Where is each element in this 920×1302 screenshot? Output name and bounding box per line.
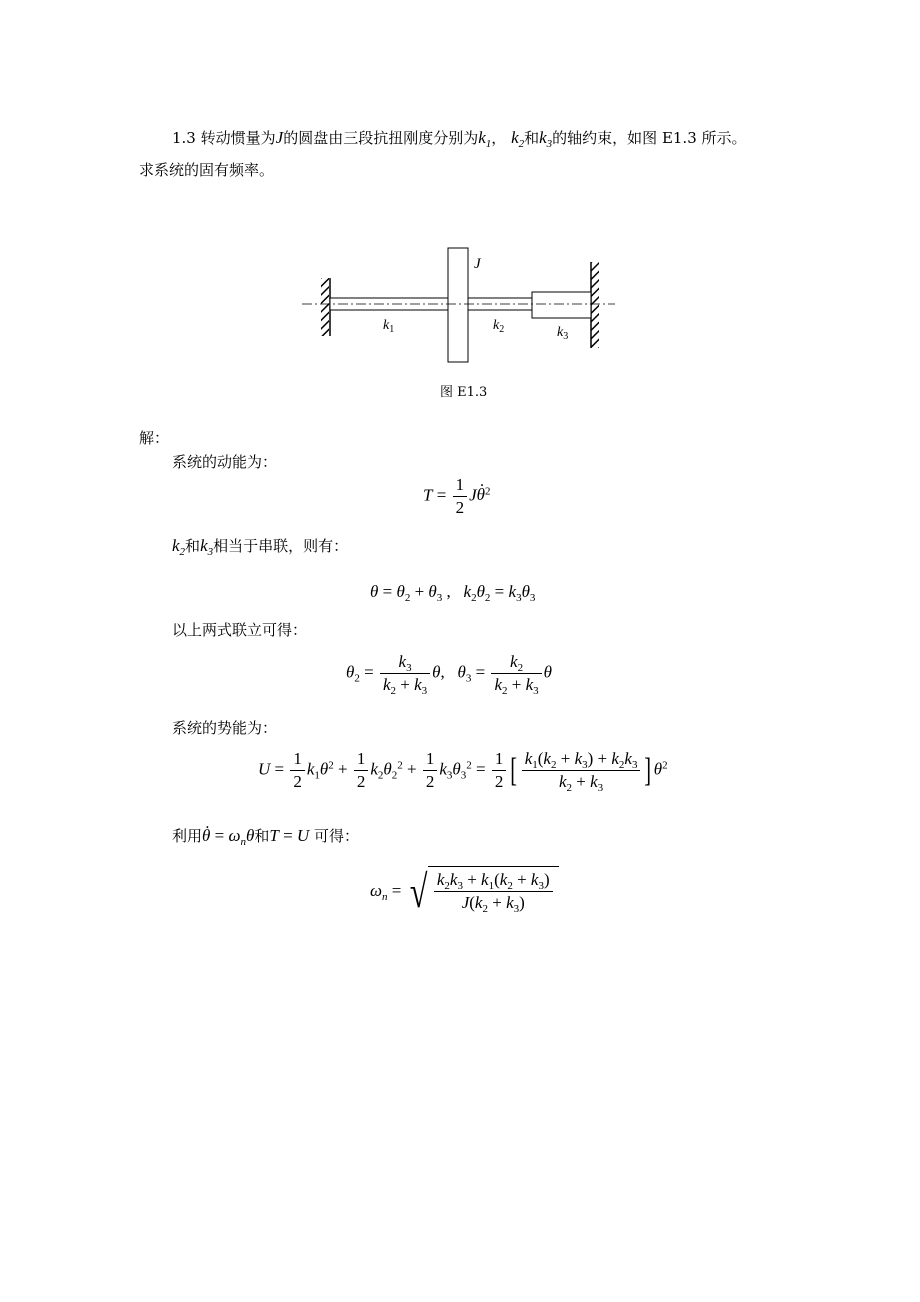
potential-label: 系统的势能为： [172,719,278,737]
eq-theta-split: $\theta_2$ = $\frac{k_3}{k_2 + k_3}$ θ, $\theta_3$ = $\frac{k_2}{k_2 + k_3}$ θ [346,652,552,697]
left-wall [321,278,329,336]
shaft-disk-diagram [290,240,630,380]
label-k3: $k_3$ [557,325,569,342]
eq-potential-energy: U = $\frac{1}{2}$ $k_1\theta^2$ + $\frac{1}{2}$ $k_2\theta_2^2$ + $\frac{1}{2}$ $k_3\theta_3^2$ = $\frac{1}{2}$ [ $\frac{k_1(k_2 + k_3) + k_2k_3}{k_2 + k_3}$ ] $\theta^2$ [258,749,668,794]
problem-line-1: 1.3 转动惯量为J的圆盘由三段抗扭刚度分别为$k_1$， $k_2$和$k_3$的轴约束，如图 E1.3 所示。 [172,128,747,150]
label-J: J [474,256,481,272]
label-k1: $k_1$ [383,318,395,335]
eq-kinetic-energy: T = $\frac{1}{2}$ Jθ .$^2$ [423,474,490,519]
eq-series: $\theta = \theta_2 + \theta_3$ , $k_2\theta_2 = k_3\theta_3$ [370,582,536,604]
combine-label: 以上两式联立可得： [172,621,308,639]
right-wall [591,262,599,348]
eq-natural-frequency: $\omega_n$ = √ $\frac{k_2k_3 + k_1(k_2 + k_3)}{J(k_2 + k_3)}$ [370,866,559,918]
kinetic-label: 系统的动能为： [172,453,278,471]
figure-caption: 图 E1.3 [440,385,488,400]
series-line: $k_2$和$k_3$相当于串联，则有： [172,536,349,558]
shaft-k3 [532,292,591,318]
disk-J [448,248,468,362]
label-k2: $k_2$ [493,318,505,335]
use-line: 利用θ . = $\omega_n\theta$和T = U 可得： [172,826,359,846]
solution-heading: 解： [139,429,170,447]
problem-number: 1.3 [172,129,196,147]
problem-line-2: 求系统的固有频率。 [139,161,275,179]
